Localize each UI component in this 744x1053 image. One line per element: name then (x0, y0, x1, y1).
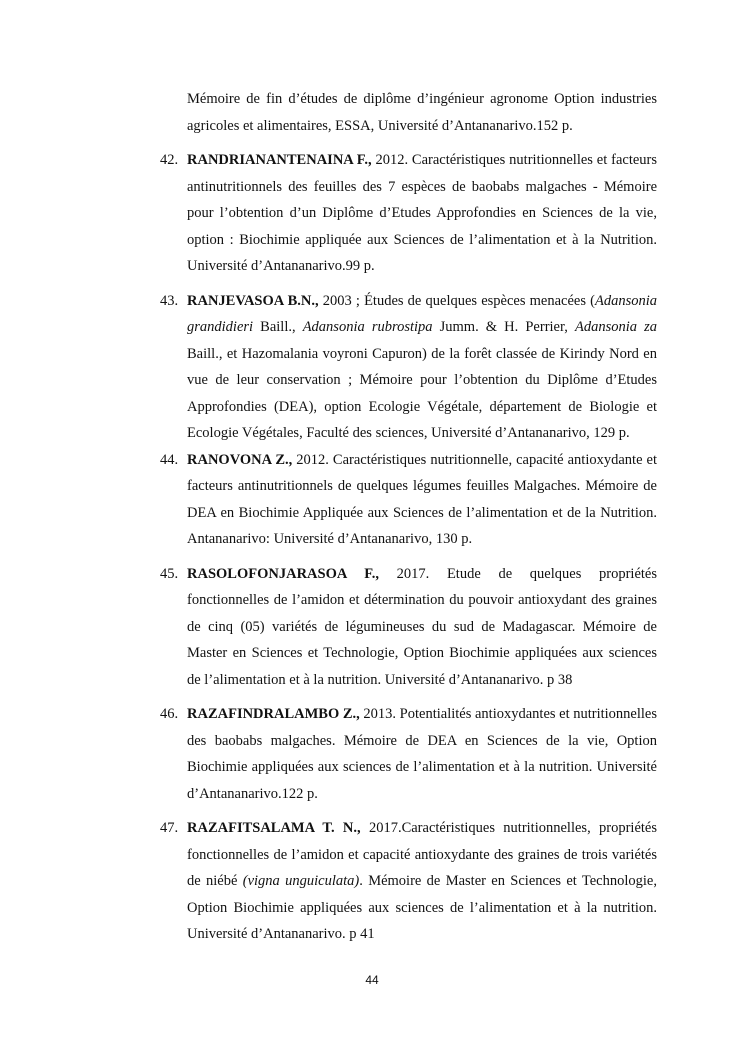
reference-list (160, 86, 657, 956)
reference-item-47 (160, 815, 657, 948)
reference-number: 45. (160, 565, 179, 582)
reference-item-43 (160, 288, 657, 447)
reference-author: RASOLOFONJARASOA F., (187, 565, 379, 582)
reference-author: RAZAFITSALAMA T. N., (187, 820, 361, 836)
reference-author: RANOVONA Z., (187, 451, 293, 468)
species-name: (vigna unguiculata) (242, 873, 360, 889)
reference-text: 2012. Caractéristiques nutritionnelle, capacité antioxydante et facteurs antinutritionnels de quelques légumes feuilles Malgaches. Mémoire de DEA en Biochimie Appliquée aux Sciences de l’alimentation et de la Nutrition. Antananarivo: Université d’Antananarivo, 130 p. (187, 451, 658, 547)
reference-author: RAZAFINDRALAMBO Z., (187, 706, 360, 722)
reference-text: Baill., et Hazomalania voyroni Capuron) de la forêt classée de Kirindy Nord en vue de leur conservation ; Mémoire pour l’obtention du Diplôme d’Etudes Approfondies (DEA), option Ecologie Végétale, département de Biologie et Ecologie Végétales, Faculté des sciences, Université d’Antananarivo, 129 p. (187, 345, 657, 441)
reference-text: 2003 ; Études de quelques espèces menacées ( (318, 292, 595, 309)
species-name: Adansonia grandidieri (187, 292, 657, 335)
reference-number: 47. (160, 820, 179, 836)
reference-text: 2017. Etude de quelques propriétés fonctionnelles de l’amidon et détermination du pouvoir antioxydant des graines de cinq (05) variétés de légumineuses du sud de Madagascar. Mémoire de Master en Sciences et Technologie, Option Biochimie appliquées aux sciences de l’alimentation et à la nutrition. Université d’Antananarivo. p 38 (187, 565, 657, 688)
reference-text: 2012. Caractéristiques nutritionnelles et facteurs antinutritionnels des feuilles des 7 espèces de baobabs malgaches - Mémoire pour l’obtention d’un Diplôme d’Etudes Approfondies en Sciences de la vie, option : Biochimie appliquée aux Sciences de l’alimentation et à la Nutrition. Université d’Antananarivo.99 p. (187, 152, 657, 274)
reference-item-45 (160, 561, 657, 694)
species-name: Adansonia za (574, 319, 657, 335)
reference-continuation (160, 86, 657, 139)
page-number: 44 (365, 973, 379, 987)
reference-item-42 (160, 147, 657, 280)
continuation-text: Mémoire de fin d’études de diplôme d’ingénieur agronome Option industries agricoles et alimentaires, ESSA, Université d’Antananarivo.152 p. (187, 91, 657, 134)
reference-text: Jumm. & H. Perrier, (432, 319, 575, 335)
reference-text: Baill., (253, 319, 303, 335)
reference-number: 43. (160, 292, 179, 309)
reference-number: 44. (160, 451, 179, 468)
reference-text: 2017.Caractéristiques nutritionnelles, propriétés fonctionnelles de l’amidon et capacité antioxydante des graines de trois variétés de niébé (187, 820, 657, 889)
reference-item-44 (160, 447, 657, 553)
reference-text: 2013. Potentialités antioxydantes et nutritionnelles des baobabs malgaches. Mémoire de DEA en Sciences de la vie, Option Biochimie appliquées aux sciences de l’alimentation et à la nutrition. Université d’Antananarivo.122 p. (187, 706, 657, 802)
reference-author: RANDRIANANTENAINA F., (187, 152, 372, 168)
reference-author: RANJEVASOA B.N., (187, 292, 319, 309)
species-name: Adansonia rubrostipa (302, 319, 433, 335)
reference-number: 42. (160, 152, 179, 168)
reference-text: . Mémoire de Master en Sciences et Technologie, Option Biochimie appliquées aux sciences de l’alimentation et à la nutrition. Université d’Antananarivo. p 41 (187, 873, 657, 942)
reference-item-46 (160, 701, 657, 807)
reference-number: 46. (160, 706, 179, 722)
